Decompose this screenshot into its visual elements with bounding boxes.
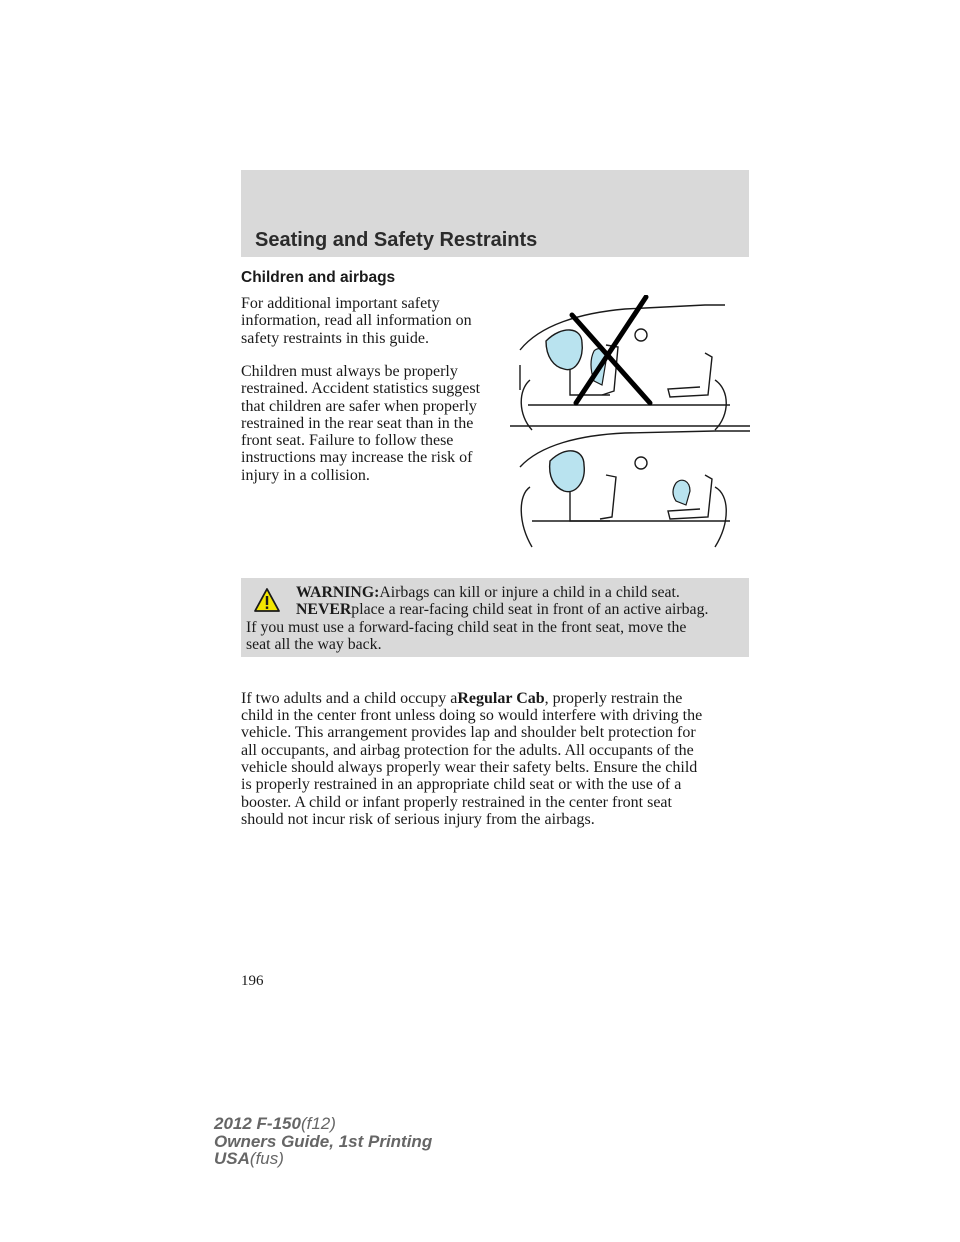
section-title: Seating and Safety Restraints — [255, 229, 538, 251]
intro-paragraph: For additional important safety information, read all information on safety restraints in this guide. — [241, 295, 472, 347]
body-line-8: should not incur risk of serious injury from the airbags. — [241, 811, 595, 828]
subsection-heading: Children and airbags — [241, 269, 396, 286]
body-line-3: vehicle. This arrangement provides lap and shoulder belt protection for — [241, 724, 696, 741]
child-seat-airbag-illustration — [510, 295, 750, 555]
body-line-5: vehicle should always properly wear their safety belts. Ensure the child — [241, 759, 698, 776]
print-footer: 2012 F-150(f12) Owners Guide, 1st Printing USA(fus) — [214, 1114, 433, 1168]
warning-line-3: If you must use a forward-facing child seat in the front seat, move the — [246, 619, 687, 636]
page-number: 196 — [241, 973, 264, 989]
body-line-7: booster. A child or infant properly restrained in the center front seat — [241, 794, 672, 811]
body-line-6: is properly restrained in an appropriate child seat or with the use of a — [241, 776, 682, 793]
warning-line-1: WARNING:Airbags can kill or injure a child in a child seat. — [296, 584, 680, 601]
body-line-4: all occupants, and airbag protection for the adults. All occupants of the — [241, 742, 694, 759]
body-line-2: child in the center front unless doing so would interfere with driving the — [241, 707, 703, 724]
warning-line-2: NEVERplace a rear-facing child seat in front of an active airbag. — [296, 601, 709, 618]
body-line-1: If two adults and a child occupy aRegular Cab, properly restrain the — [241, 690, 683, 707]
warning-triangle-icon — [253, 587, 281, 613]
warning-line-4: seat all the way back. — [246, 636, 382, 653]
statistics-paragraph: Children must always be properly restrained. Accident statistics suggest that children are safer when properly restrained in the rear seat than in the front seat. Failure to follow these instructions may increase the risk of injury in a collision. — [241, 363, 481, 484]
